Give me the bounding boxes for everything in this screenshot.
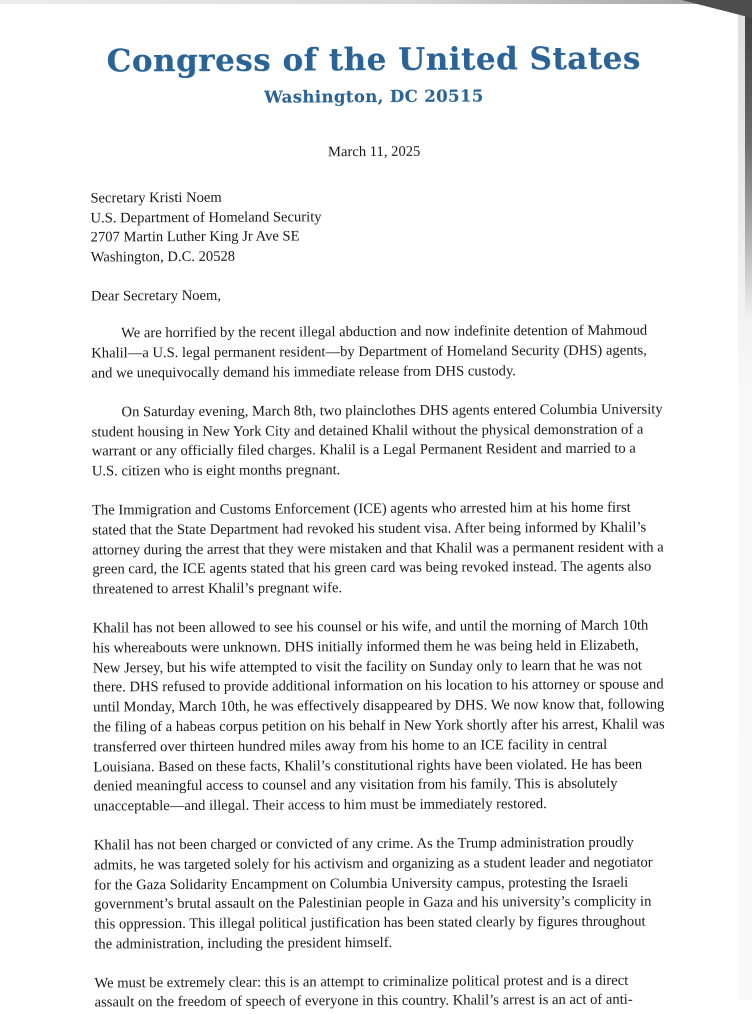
- body-paragraph: We must be extremely clear: this is an attempt to criminalize political protest and is a direct assault on the freedom of speech of everyone in this country. Khalil’s arrest is an act of anti-: [94, 972, 633, 1011]
- date-line: March 11, 2025: [327, 143, 421, 161]
- scan-top-edge: [0, 0, 752, 4]
- scan-right-edge: [745, 0, 752, 320]
- recipient-address: [90, 187, 660, 268]
- letterhead-title: Congress of the United States: [106, 40, 641, 80]
- body-paragraph: Khalil has not been allowed to see his counsel or his wife, and until the morning of March 10th his whereabouts were unknown. DHS initially informed them he was being held in Elizabeth, New Jersey, but his wife attempted to visit the facility on Sunday only to learn that he was not there. DHS refused to provide additional information on his location to his attorney or spouse and until Monday, March 10th, he was effectively disappeared by DHS. We now know that, following the filing of a habeas corpus petition on his behalf in New York shortly after his arrest, Khalil was transferred over thirteen hundred miles away from his home to an ICE facility in central Louisiana. Based on these facts, Khalil’s constitutional rights have been violated. He has been denied meaningful access to counsel and any visitation from his family. This is absolutely unacceptable—and illegal. Their access to him must be immediately restored.: [92, 617, 665, 815]
- salutation: Dear Secretary Noem,: [90, 288, 222, 305]
- body-paragraph: We are horrified by the recent illegal abduction and now indefinite detention of Mahmoud Khalil—a U.S. legal permanent resident—by Department of Homeland Security (DHS) agents, and we unequivocally demand his immediate release from DHS custody.: [91, 322, 648, 382]
- recipient-name: Secretary Kristi Noem: [90, 189, 222, 207]
- letter-body: [91, 322, 667, 1014]
- body-paragraph: The Immigration and Customs Enforcement (ICE) agents who arrested him at his home first stated that the State Department had revoked his student visa. After being informed by Khalil’s attorney during the arrest that they were mistaken and that Khalil was a permanent resident with a green card, the ICE agents stated that his green card was being revoked instead. The agents also threatened to arrest Khalil’s pregnant wife.: [92, 499, 664, 598]
- recipient-city: Washington, D.C. 20528: [90, 248, 236, 266]
- body-paragraph: Khalil has not been charged or convicted of any crime. As the Trump administration proudly admits, he was targeted solely for his activism and organizing as a student leader and negotiator for the Gaza Solidarity Encampment on Columbia University campus, protesting the Israeli government’s brutal assault on the Palestinian people in Gaza and his university’s complicity in this oppression. This illegal political justification has been stated clearly by figures throughout the administration, including the president himself.: [93, 834, 653, 953]
- letterhead-subtitle: Washington, DC 20515: [264, 86, 484, 107]
- recipient-street: 2707 Martin Luther King Jr Ave SE: [90, 228, 300, 246]
- recipient-agency: U.S. Department of Homeland Security: [90, 208, 322, 227]
- letterhead: [0, 0, 750, 108]
- body-paragraph: On Saturday evening, March 8th, two plainclothes DHS agents entered Columbia University student housing in New York City and detained Khalil without the physical demonstration of a warrant or any officially filed charges. Khalil is a Legal Permanent Resident and married to a U.S. citizen who is eight months pregnant.: [91, 401, 663, 480]
